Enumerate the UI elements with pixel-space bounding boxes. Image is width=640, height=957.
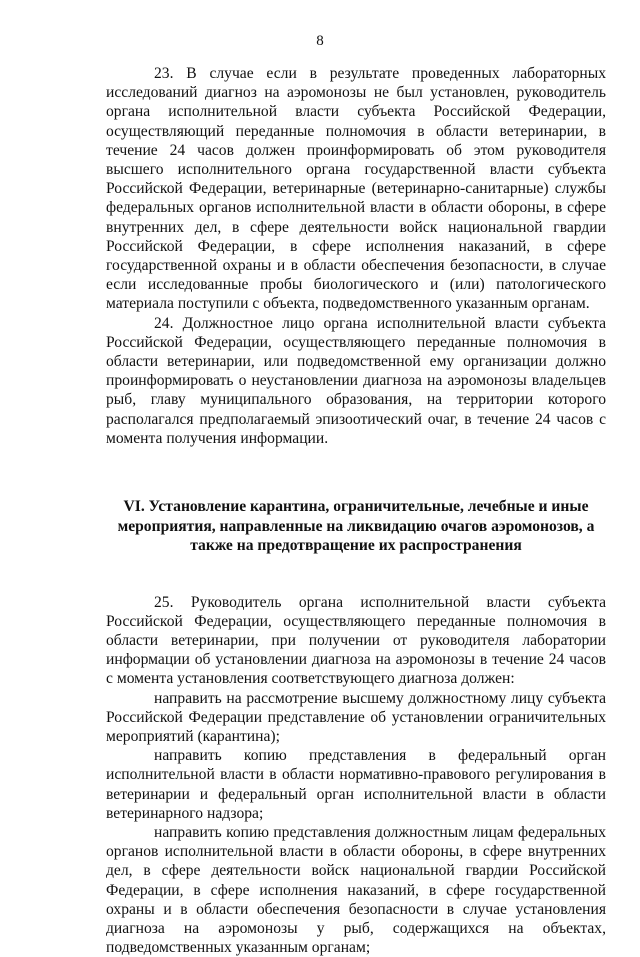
page-number: 8 xyxy=(316,33,324,49)
list-item: направить копию представления должностным лицам федеральных органов исполнительной власти в области обороны, в сфере внутренних дел, в сфере деятельности войск национальной гвардии Российской Федерации, в сфере исполнения наказаний, в сфере государственной охраны и в области обеспечения безопасности в случае установления диагноза на аэромонозы у рыб, содержащихся на объектах, подведомственных указанным органам; xyxy=(106,824,606,957)
section-body xyxy=(106,593,606,957)
paragraph-25: 25. Руководитель органа исполнительной власти субъекта Российской Федерации, осуществляющего переданные полномочия в области ветеринарии, при получении от руководителя лаборатории информации об установлении диагноза на аэромонозы в течение 24 часов с момента установления соответствующего диагноза должен: xyxy=(106,593,606,688)
list-item: направить копию представления в федеральный орган исполнительной власти в области нормативно-правового регулирования в ветеринарии и федеральный орган исполнительной власти в области ветеринарного надзора; xyxy=(106,747,606,822)
list-item: направить на рассмотрение высшему должностному лицу субъекта Российской Федерации представление об установлении ограничительных мероприятий (карантина); xyxy=(106,689,606,745)
document-body xyxy=(106,64,606,957)
paragraph-24: 24. Должностное лицо органа исполнительной власти субъекта Российской Федерации, осуществляющего переданные полномочия в области ветеринарии, или подведомственной ему организации должно проинформировать о неустановлении диагноза на аэромонозы владельцев рыб, главу муниципального образования, на территории которого располагался предполагаемый эпизоотический очаг, в течение 24 часов с момента получения информации. xyxy=(106,314,606,447)
section-heading: VI. Установление карантина, ограничительные, лечебные и иные мероприятия, направленные на ликвидацию очагов аэромонозов, а также на предотвращение их распространения xyxy=(117,498,595,555)
paragraph-23: 23. В случае если в результате проведенных лабораторных исследований диагноз на аэромонозы не был установлен, руководитель органа исполнительной власти субъекта Российской Федерации, осуществляющий переданные полномочия в области ветеринарии, в течение 24 часов должен проинформировать об этом руководителя высшего исполнительного органа государственной власти субъекта Российской Федерации, ветеринарные (ветеринарно-санитарные) службы федеральных органов исполнительной власти в области обороны, в сфере внутренних дел, в сфере деятельности войск национальной гвардии Российской Федерации, в сфере исполнения наказаний, в сфере государственной охраны и в области обеспечения безопасности, в случае если исследованные пробы биологического и (или) патологического материала поступили с объекта, подведомственного указанным органам. xyxy=(106,65,606,313)
